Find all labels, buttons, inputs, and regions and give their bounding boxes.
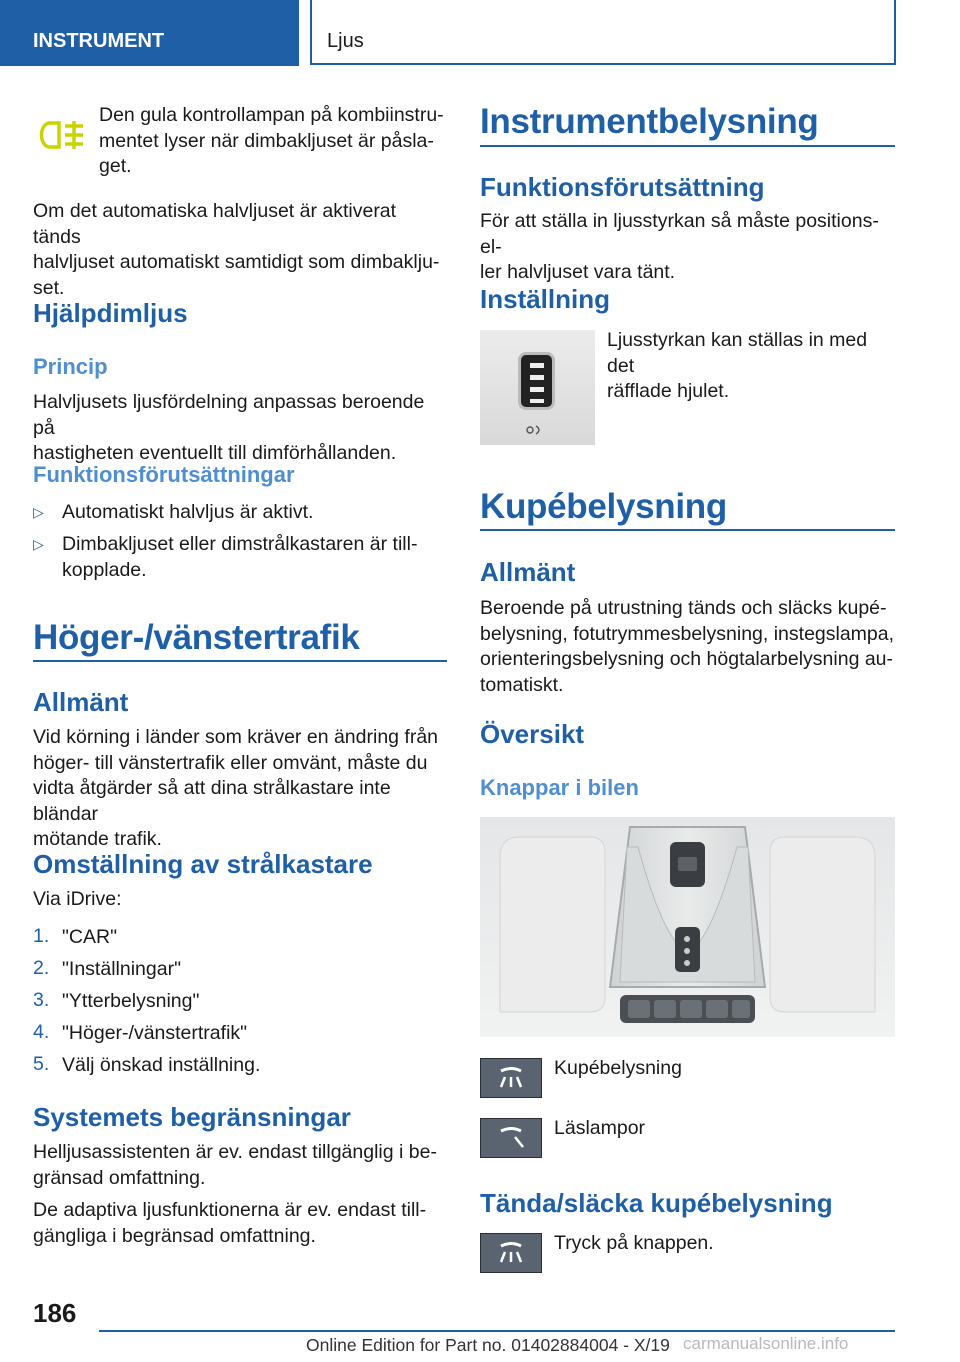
heading-rule: [480, 529, 895, 531]
rear-fog-light-icon: [35, 117, 87, 153]
auto-halvljus-text: Om det automatiska halvljuset är aktiverat tänds halvljuset automatiskt samtidigt som dimbaklju- set.: [33, 200, 440, 299]
reading-light-icon: [480, 1118, 542, 1158]
funktionsforutsattning-heading: Funktionsförutsättning: [480, 172, 765, 202]
tanda-text: Tryck på knappen.: [554, 1232, 714, 1254]
page-number: 186: [33, 1298, 77, 1328]
heading-rule: [480, 145, 895, 147]
via-idrive-text: Via iDrive:: [33, 888, 122, 910]
allmant-text: Beroende på utrustning tänds och släcks kupé- belysning, fotutrymmesbelysning, instegslampa, orienteringsbelysning och högtalarbelysning au- tomatiskt.: [480, 597, 895, 696]
kupebelysning-heading: Kupébelysning: [480, 487, 727, 526]
bullet-icon: ▷: [33, 504, 44, 520]
princip-heading: Princip: [33, 354, 108, 379]
interior-light-button-icon: [480, 1233, 542, 1273]
allmant-text: Vid körning i länder som kräver en ändring från höger- till vänstertrafik eller omvänt, måste du vidta åtgärder så att dina strålkastare inte bländar mötande trafik.: [33, 726, 439, 850]
hoger-vanster-heading: Höger-/vänstertrafik: [33, 618, 360, 657]
princip-text: Halvljusets ljusfördelning anpassas beroende på hastigheten eventuellt till dimförhållanden.: [33, 391, 425, 464]
icon-item-label: Läslampor: [554, 1117, 646, 1139]
requirements-list: [33, 500, 447, 581]
step-text: "Inställningar": [62, 958, 181, 980]
bullet-icon: ▷: [33, 536, 44, 552]
instrumentbelysning-heading: Instrumentbelysning: [480, 102, 819, 141]
icon-item-label: Kupébelysning: [554, 1057, 682, 1079]
knappar-heading: Knappar i bilen: [480, 775, 639, 800]
allmant-heading: Allmänt: [33, 687, 129, 717]
installning-heading: Inställning: [480, 284, 610, 314]
thumbwheel: [518, 352, 555, 410]
roof-console-image: [480, 817, 895, 1037]
edition-text: Online Edition for Part no. 01402884004 - X/19: [306, 1335, 670, 1355]
heading-rule: [33, 660, 447, 662]
tanda-slacka-heading: Tända/släcka kupébelysning: [480, 1188, 833, 1218]
step-text: "Ytterbelysning": [62, 990, 200, 1012]
oversikt-heading: Översikt: [480, 719, 585, 749]
step-number: 3.: [33, 989, 50, 1011]
brightness-wheel-image: [480, 330, 595, 445]
sys-text-1: Helljusassistenten är ev. endast tillgänglig i be- gränsad omfattning.: [33, 1141, 437, 1189]
func-text: För att ställa in ljusstyrkan så måste positions- el- ler halvljuset vara tänt.: [480, 210, 879, 283]
watermark: carmanualsonline.info: [683, 1334, 849, 1353]
section-tab: INSTRUMENT: [0, 0, 299, 66]
illumination-symbol-icon: [524, 422, 546, 438]
systemets-begransningar-heading: Systemets begränsningar: [33, 1102, 351, 1132]
step-number: 5.: [33, 1053, 50, 1075]
allmant-heading: Allmänt: [480, 557, 576, 587]
step-number: 4.: [33, 1021, 50, 1043]
omstallning-heading: Omställning av strålkastare: [33, 849, 373, 879]
step-number: 1.: [33, 925, 50, 947]
interior-light-icon: [480, 1058, 542, 1098]
list-item: Dimbakljuset eller dimstrålkastaren är till- kopplade.: [62, 533, 418, 581]
indicator-text: Den gula kontrollampan på kombiinstru- mentet lyser när dimbakljuset är påsla- get.: [99, 104, 444, 177]
step-number: 2.: [33, 957, 50, 979]
header-bar: [0, 0, 960, 66]
hjalpdimljus-heading: Hjälpdimljus: [33, 298, 188, 328]
step-text: Välj önskad inställning.: [62, 1054, 261, 1076]
inst-text: Ljusstyrkan kan ställas in med det räfflade hjulet.: [607, 329, 868, 402]
sys-text-2: De adaptiva ljusfunktionerna är ev. endast till- gängliga i begränsad omfattning.: [33, 1199, 427, 1247]
step-text: "CAR": [62, 926, 118, 948]
list-item: Automatiskt halvljus är aktivt.: [62, 501, 314, 523]
steps-list: [33, 925, 447, 1085]
funktionsforutsattningar-heading: Funktionsförutsättningar: [33, 462, 295, 487]
footer-rule: [99, 1330, 895, 1332]
topic-tab: Ljus: [310, 0, 896, 65]
step-text: "Höger-/vänstertrafik": [62, 1022, 248, 1044]
